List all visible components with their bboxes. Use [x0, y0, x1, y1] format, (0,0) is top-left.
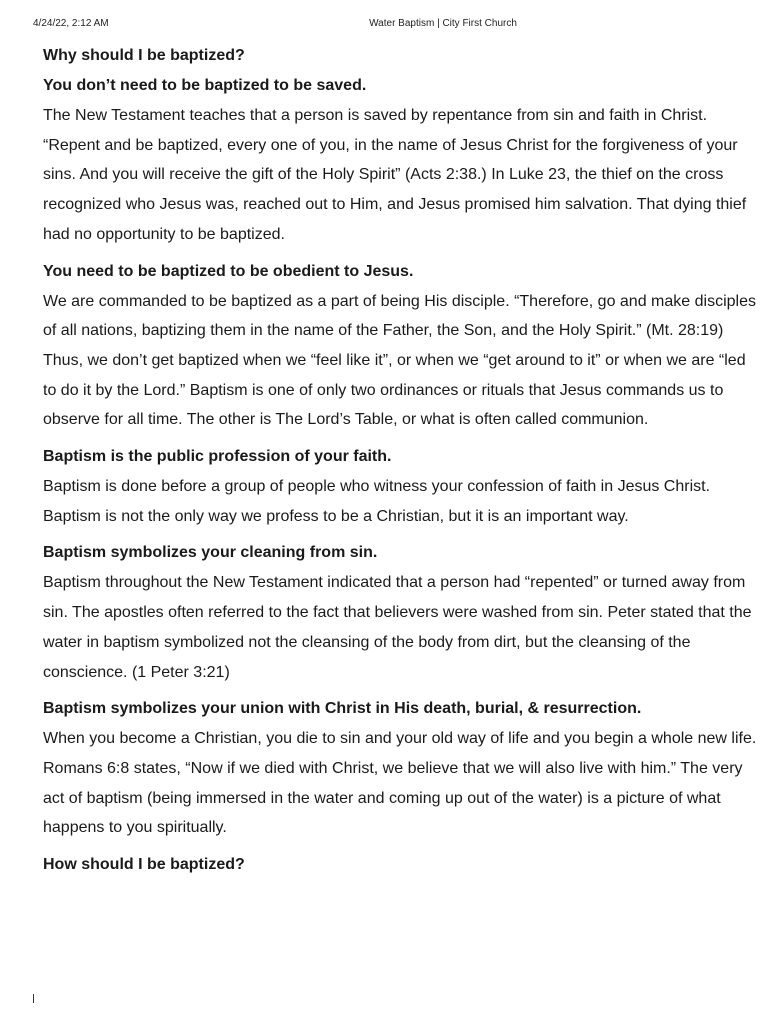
section-body-cleaning: Baptism throughout the New Testament indicated that a person had “repented” or turned away from sin. The apostles often referred to the fact that believers were washed from sin. Peter stated that the water in baptism symbolized not the cleansing of the body from dirt, but the cleansing of the conscience. (1 Peter 3:21) [43, 574, 752, 681]
print-header [0, 18, 768, 32]
section-heading-profession: Baptism is the public profession of your faith. [43, 448, 392, 466]
section-body-obedient: We are commanded to be baptized as a part of being His disciple. “Therefore, go and make disciples of all nations, baptizing them in the name of the Father, the Son, and the Holy Spirit.” (Mt. 28:19) Thus, we don’t get baptized when we “feel like it”, or when we “get around to it” or when we are “led to do it by the Lord.” Baptism is one of only two ordinances or rituals that Jesus commands us to observe for all time. The other is The Lord’s Table, or what is often called communion. [43, 292, 756, 429]
article-content [43, 41, 763, 880]
section-body-profession: Baptism is done before a group of people who witness your confession of faith in Jesus Christ. Baptism is not the only way we profess to be a Christian, but it is an important way. [43, 478, 711, 525]
section-body-union: When you become a Christian, you die to sin and your old way of life and you begin a whole new life. Romans 6:8 states, “Now if we died with Christ, we believe that we will also live with him.” The very act of baptism (being immersed in the water and coming up out of the water) is a picture of what happens to you spiritually. [43, 730, 757, 837]
section-heading-cleaning: Baptism symbolizes your cleaning from sin. [43, 544, 378, 562]
section-heading-saved: You don’t need to be baptized to be saved. [43, 77, 367, 94]
page-edge-marker [33, 994, 34, 1003]
section-heading-union: Baptism symbolizes your union with Christ in His death, burial, & resurrection. [43, 700, 642, 718]
print-page-title: Water Baptism | City First Church [369, 18, 517, 29]
question-heading-how: How should I be baptized? [43, 856, 245, 874]
section-heading-obedient: You need to be baptized to be obedient to Jesus. [43, 262, 414, 280]
print-date: 4/24/22, 2:12 AM [33, 18, 109, 29]
question-heading-why: Why should I be baptized? [43, 47, 245, 64]
section-body-saved: The New Testament teaches that a person is saved by repentance from sin and faith in Christ. “Repent and be baptized, every one of you, in the name of Jesus Christ for the forgiveness of your sins. And you will receive the gift of the Holy Spirit” (Acts 2:38.) In Luke 23, the thief on the cross recognized who Jesus was, reached out to Him, and Jesus promised him salvation. That dying thief had no opportunity to be baptized. [43, 107, 747, 243]
